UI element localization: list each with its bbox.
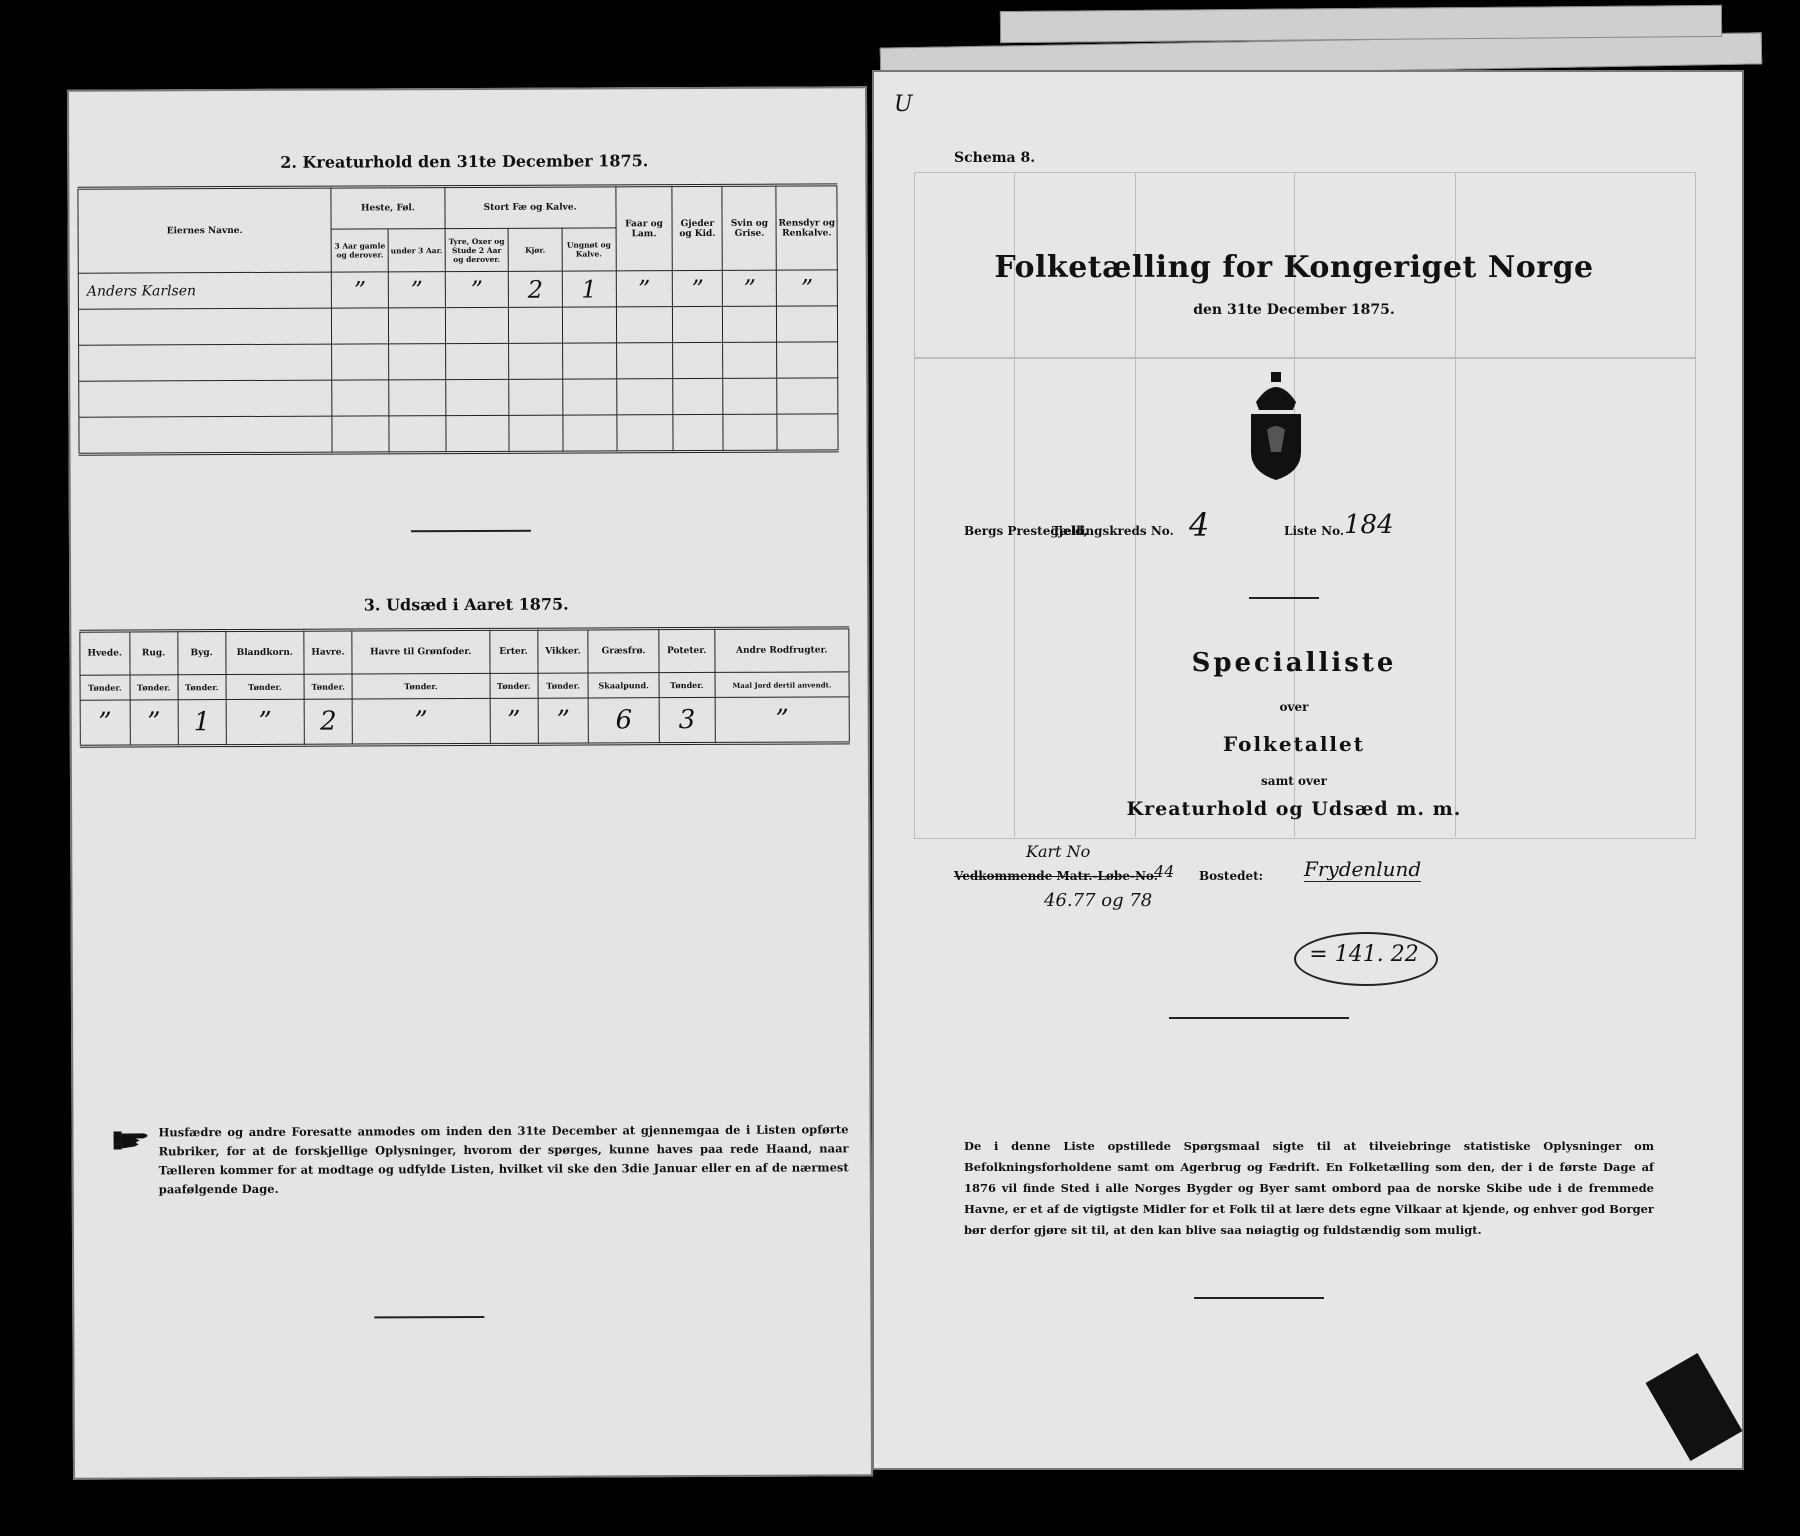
livestock-table — [77, 183, 838, 455]
col-horses-under3: under 3 Aar. — [388, 229, 445, 272]
cell-value: ” — [352, 698, 490, 745]
seed-col-unit: Tønder. — [130, 675, 178, 700]
matr-value: 46.77 og 78 — [1044, 890, 1153, 911]
cell-value: ” — [130, 700, 178, 746]
cell-value: ” — [331, 272, 388, 308]
back-sheet-edge — [1000, 5, 1722, 43]
divider — [411, 530, 531, 533]
seed-col-header: Havre til Grønfoder. — [352, 629, 490, 674]
kreaturhold-heading: Kreaturhold og Udsæd m. m. — [1126, 798, 1462, 820]
cell-value: 1 — [562, 271, 616, 307]
vedkommende-label: Vedkommende Matr.-Løbe-No. — [954, 869, 1158, 883]
owner-name: Anders Karlsen — [78, 272, 331, 309]
cell-value: ” — [538, 698, 589, 744]
col-reindeer: Rensdyr og Renkalve. — [776, 185, 837, 270]
seed-col-unit: Skaalpund. — [588, 673, 658, 698]
pointing-hand-icon — [114, 1129, 154, 1155]
seed-col-header: Andre Rodfrugter. — [714, 628, 849, 673]
purpose-paragraph: De i denne Liste opstillede Spørgsmaal sigte til at tilveiebringe statistiske Oplysninger om Befolkningsforholdene samt om Agerbrug og Fædrift. En Folketælling som den, der i de første Dage af 1876 vil finde Sted i alle Norges Bygder og Byer samt ombord paa de norske Skibe ude i de fremmede Havne, er et af de vigtigste Midler for et Folk til at lære dets egne Vilkaar at kjende, og enhver god Borger bør derfor gjøre sit til, at den kan blive saa nøiagtig og fuldstændig som muligt. — [964, 1139, 1654, 1237]
seed-col-header: Blandkorn. — [226, 630, 304, 674]
cell-value: ” — [80, 700, 130, 746]
bostedet-label: Bostedet: — [1199, 869, 1264, 883]
bostedet-value: Frydenlund — [1304, 857, 1422, 881]
table-row — [80, 697, 849, 746]
parish-label: Bergs Prestegjeld, — [964, 524, 1088, 538]
divider — [374, 1316, 484, 1318]
seed-col-header: Poteter. — [659, 628, 715, 672]
col-horses-3plus: 3 Aar gamle og derover. — [331, 229, 388, 272]
list-value: 184 — [1344, 510, 1394, 540]
seed-col-header: Erter. — [489, 629, 537, 673]
col-cattle-cows: Kjør. — [508, 228, 562, 271]
seed-col-header: Græsfrø. — [588, 629, 659, 673]
cell-value: 6 — [589, 698, 660, 744]
seed-col-header: Vikker. — [537, 629, 588, 673]
left-page — [67, 86, 873, 1479]
col-pigs: Svin og Grise. — [722, 185, 776, 270]
corner-mark: U — [894, 92, 913, 117]
cell-value: ” — [723, 270, 777, 306]
coat-of-arms-icon — [1241, 372, 1311, 486]
circled-value: = 141. 22 — [1309, 942, 1419, 967]
seed-col-header: Byg. — [178, 631, 226, 675]
cell-value: ” — [490, 698, 538, 744]
col-horses: Heste, Føl. — [331, 187, 445, 229]
page-fold-shadow — [1646, 1353, 1743, 1461]
district-value: 4 — [1189, 506, 1210, 544]
matr-hand-top: Kart No — [1026, 842, 1091, 861]
folketallet-heading: Folketallet — [1223, 732, 1365, 756]
cell-value: ” — [226, 699, 304, 745]
specialliste-heading: Specialliste — [1191, 648, 1397, 678]
samt-over-label: samt over — [1261, 774, 1327, 788]
divider — [1169, 1017, 1349, 1019]
cell-value: ” — [616, 271, 673, 307]
cell-value: ” — [445, 271, 509, 307]
seed-col-unit: Tønder. — [80, 675, 130, 700]
col-owner-names: Eiernes Navne. — [78, 187, 332, 273]
section3-heading: 3. Udsæd i Aaret 1875. — [363, 594, 569, 615]
seed-col-unit: Tønder. — [659, 672, 715, 697]
col-cattle-bulls: Tyre, Oxer og Stude 2 Aar og derover. — [445, 228, 509, 271]
col-goats: Gjeder og Kid. — [672, 185, 723, 270]
seed-col-unit: Maal Jord dertil anvendt. — [715, 672, 849, 698]
matr-hand-mid: 44 — [1154, 862, 1175, 881]
cell-value: ” — [715, 697, 850, 744]
seed-col-unit: Tønder. — [178, 675, 226, 700]
seed-col-unit: Tønder. — [226, 674, 304, 699]
cell-value: 2 — [509, 271, 563, 307]
table-row — [79, 378, 838, 417]
seed-col-unit: Tønder. — [538, 673, 589, 698]
cell-value: 1 — [178, 700, 226, 746]
seed-table — [79, 626, 850, 747]
section2-heading: 2. Kreaturhold den 31te December 1875. — [280, 151, 649, 172]
notice-text: Husfædre og andre Foresatte anmodes om inden den 31te December at gjennemgaa de i Listen opførte Rubriker, for at de forskjellige Oplysninger, hvorom der spørges, kunne haves paa rede Haand, naar Tælleren kommer for at modtage og udfylde Listen, hvilket vil ske den 3die Januar eller en af de nærmest paafølgende Dage. — [158, 1122, 849, 1197]
schema-label: Schema 8. — [954, 150, 1036, 166]
seed-col-header: Rug. — [129, 631, 177, 675]
seed-col-header: Hvede. — [80, 631, 130, 675]
col-cattle: Stort Fæ og Kalve. — [445, 186, 616, 229]
district-label: Tællingskreds No. — [1052, 524, 1174, 538]
list-label: Liste No. — [1284, 524, 1345, 538]
over-label: over — [1279, 700, 1309, 714]
census-date: den 31te December 1875. — [1193, 302, 1395, 318]
divider — [1249, 597, 1319, 599]
seed-col-unit: Tønder. — [352, 673, 490, 699]
seed-col-header: Havre. — [304, 630, 352, 674]
table-row — [78, 270, 837, 309]
cell-value: ” — [672, 270, 722, 306]
right-page — [872, 70, 1744, 1470]
seed-col-unit: Tønder. — [490, 673, 538, 698]
census-title: Folketælling for Kongeriget Norge — [994, 250, 1594, 285]
col-sheep: Faar og Lam. — [616, 186, 673, 271]
cell-value: ” — [388, 272, 445, 308]
cell-value: ” — [777, 270, 838, 306]
seed-col-unit: Tønder. — [304, 674, 352, 699]
table-row — [79, 414, 838, 454]
cell-value: 2 — [304, 699, 352, 745]
col-cattle-young: Ungnøt og Kalve. — [562, 228, 616, 271]
divider — [1194, 1297, 1324, 1299]
cell-value: 3 — [659, 697, 715, 743]
table-row — [79, 342, 838, 381]
table-row — [78, 306, 837, 345]
